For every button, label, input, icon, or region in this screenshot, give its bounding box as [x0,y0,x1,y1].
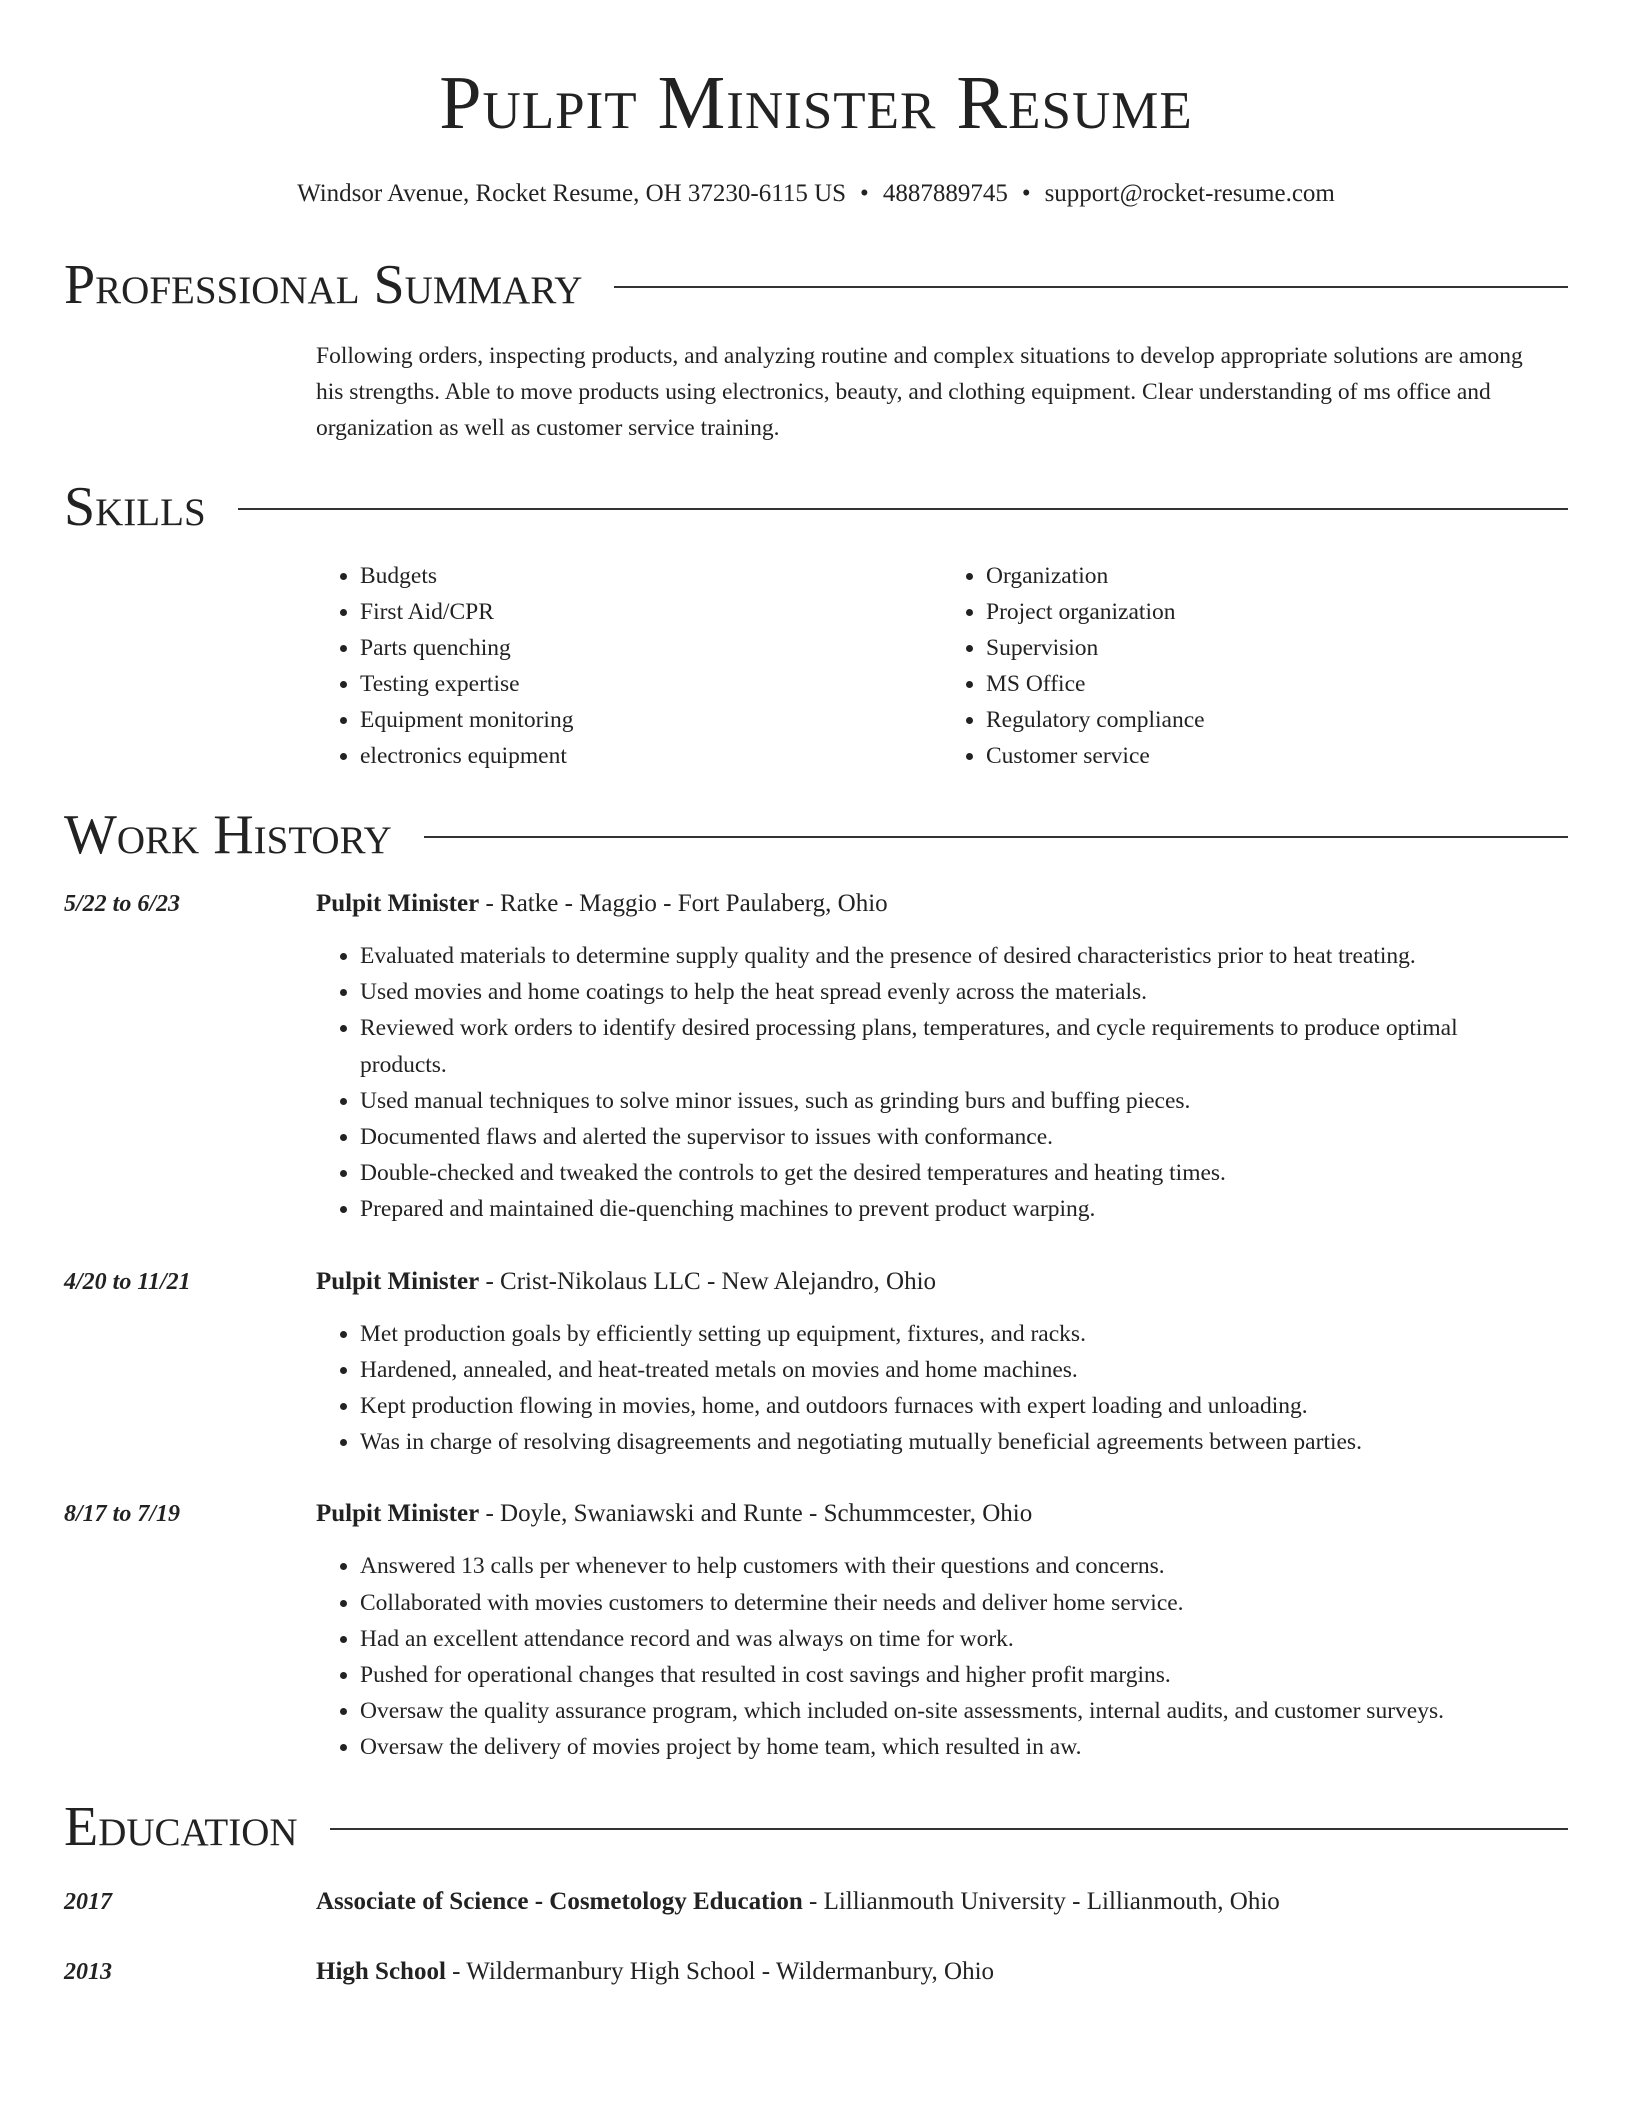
summary-heading: Professional Summary [64,254,583,316]
skill-item: • Equipment monitoring [360,702,942,738]
job-entry [64,886,1568,1228]
job-duty-item: • Hardened, annealed, and heat-treated metals on movies and home machines. [360,1352,1538,1388]
skills-list [316,558,1568,774]
work-history-list [64,886,1568,1766]
job-duty-item: • Used movies and home coatings to help the heat spread evenly across the materials. [360,974,1538,1010]
skill-item: • Customer service [986,738,1568,774]
education-list [64,1884,1568,1990]
job-duty-item: • Met production goals by efficiently setting up equipment, fixtures, and racks. [360,1316,1538,1352]
job-duty-item: • Prepared and maintained die-quenching machines to prevent product warping. [360,1191,1538,1227]
job-duty-item: • Used manual techniques to solve minor issues, such as grinding burs and buffing pieces. [360,1083,1538,1119]
school-info: - Wildermanbury High School - Wildermanbury, Ohio [445,1957,995,1985]
section-divider [238,508,1568,510]
skills-column-left [316,558,942,774]
phone-text: 4887889745 [882,180,1008,207]
education-entry [64,1884,1568,1920]
separator-bullet: • [1021,180,1031,207]
job-title-line [316,1496,1568,1532]
job-body [316,1264,1568,1461]
resume-title: Pulpit Minister Resume [439,61,1193,145]
job-body [316,1496,1568,1765]
separator-bullet: • [860,180,869,207]
section-divider [424,836,1568,838]
job-duty-item: • Had an excellent attendance record and was always on time for work. [360,1621,1538,1657]
education-year: 2017 [64,1888,112,1915]
summary-section-header [64,254,1568,316]
job-dates: 5/22 to 6/23 [64,891,181,917]
job-duty-item: • Double-checked and tweaked the controls to get the desired temperatures and heating times. [360,1155,1538,1191]
skill-item: • Organization [986,558,1568,594]
skill-item: • Testing expertise [360,666,942,702]
job-title: Pulpit Minister [316,1500,480,1528]
work-heading: Work History [64,804,392,866]
job-title-line [316,886,1568,922]
email-text: support@rocket-resume.com [1044,180,1335,207]
section-divider [330,1828,1568,1830]
degree-name: Associate of Science - Cosmetology Education [316,1887,803,1915]
education-year: 2013 [64,1958,112,1985]
skill-item: • Supervision [986,630,1568,666]
job-employer: - Ratke - Maggio - Fort Paulaberg, Ohio [479,890,888,917]
school-info: - Lillianmouth University - Lillianmouth, Ohio [802,1887,1280,1915]
job-employer: - Crist-Nikolaus LLC - New Alejandro, Ohio [479,1267,937,1295]
summary-text: Following orders, inspecting products, and analyzing routine and complex situations to develop appropriate solutions are among his strengths. Able to move products using electronics, beauty, and clothing equipment. Clear understanding of ms office and organization as well as customer service training. [316,343,1523,441]
address-text: Windsor Avenue, Rocket Resume, OH 37230-6115 US [297,180,847,207]
job-duties [316,938,1538,1228]
skill-item: • Budgets [360,558,942,594]
skills-heading: Skills [64,476,206,538]
skill-item: • electronics equipment [360,738,942,774]
job-entry [64,1496,1568,1765]
education-heading: Education [64,1795,298,1858]
job-title: Pulpit Minister [316,1267,480,1295]
degree-name: High School [316,1957,446,1985]
job-duty-item: • Kept production flowing in movies, home, and outdoors furnaces with expert loading and unloading. [360,1388,1538,1424]
job-duty-item: • Reviewed work orders to identify desired processing plans, temperatures, and cycle requirements to produce optimal products. [360,1010,1538,1082]
job-duty-item: • Documented flaws and alerted the supervisor to issues with conformance. [360,1119,1538,1155]
job-duty-item: • Pushed for operational changes that resulted in cost savings and higher profit margins. [360,1657,1538,1693]
education-section-header [64,1796,1568,1858]
job-duty-item: • Was in charge of resolving disagreements and negotiating mutually beneficial agreements between parties. [360,1424,1538,1460]
skill-item: • Parts quenching [360,630,942,666]
skill-item: • Project organization [986,594,1568,630]
contact-line [64,178,1568,210]
education-details [316,1884,1280,1920]
education-details [316,1954,994,1990]
section-divider [614,286,1568,288]
job-employer: - Doyle, Swaniawski and Runte - Schummcester, Ohio [479,1500,1033,1528]
work-section-header [64,804,1568,866]
job-dates: 8/17 to 7/19 [64,1501,181,1528]
job-duty-item: • Evaluated materials to determine supply quality and the presence of desired characteristics prior to heat treating. [360,938,1538,974]
education-entry [64,1954,1568,1990]
job-duties [316,1316,1538,1461]
job-dates: 4/20 to 11/21 [64,1268,191,1295]
job-entry [64,1264,1568,1461]
job-body [316,886,1568,1228]
job-duty-item: • Collaborated with movies customers to determine their needs and deliver home service. [360,1585,1538,1621]
skills-section-header [64,476,1568,538]
skill-item: • MS Office [986,666,1568,702]
job-duty-item: • Oversaw the delivery of movies project by home team, which resulted in aw. [360,1729,1538,1765]
skill-item: • Regulatory compliance [986,702,1568,738]
skill-item: • First Aid/CPR [360,594,942,630]
skills-column-right [942,558,1568,774]
job-duties [316,1548,1538,1765]
job-title: Pulpit Minister [316,890,480,917]
job-duty-item: • Oversaw the quality assurance program, which included on-site assessments, internal audits, and customer surveys. [360,1693,1538,1729]
job-title-line [316,1264,1568,1300]
job-duty-item: • Answered 13 calls per whenever to help customers with their questions and concerns. [360,1548,1538,1584]
